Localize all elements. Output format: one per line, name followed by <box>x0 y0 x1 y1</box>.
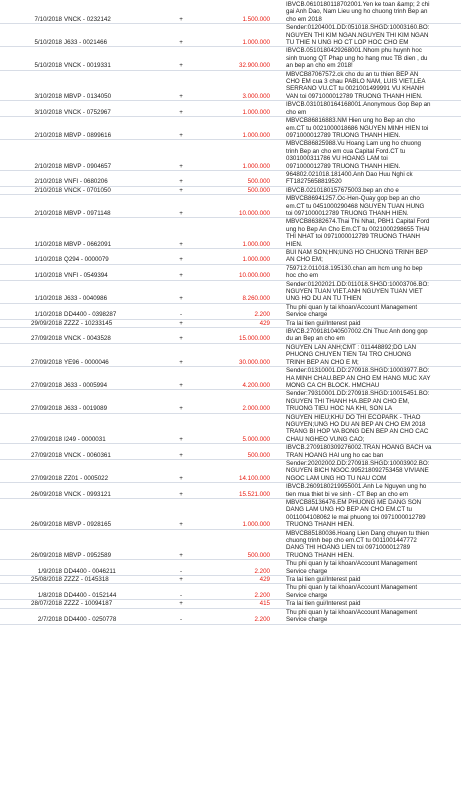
description-line: Service charge <box>286 311 328 319</box>
description-line: trinh Bep an cho em cua Capital Ford.CT tu <box>286 147 406 155</box>
table-row <box>0 304 461 320</box>
description-line: hoc cho em <box>286 272 318 280</box>
transaction-sign: - <box>179 591 183 599</box>
table-row <box>0 560 461 576</box>
description-line: PHUONG CHUYEN TIEN TAI TRO CHUONG <box>286 351 412 359</box>
table-row <box>0 24 461 47</box>
transaction-date: 27/09/2018 <box>31 405 62 413</box>
table-row <box>0 414 461 445</box>
transaction-date: 27/09/2018 <box>31 451 62 459</box>
description-line: Sender:01204001.DD:051018.SHGD:10003160.BO: <box>286 24 430 32</box>
description-line: NGUYEN TUAN VIET.ANH NGUYEN TUAN VIET <box>286 288 423 296</box>
table-row <box>0 328 461 344</box>
transaction-reference: MBVP - 0904657 <box>64 162 112 170</box>
transaction-reference: ZZ01 - 0005022 <box>64 474 109 482</box>
description-line: Tra lai tien gui/Interest paid <box>286 319 361 327</box>
transaction-sign: - <box>179 311 183 319</box>
description-line: em.CT tu 0021000018686 NGUYEN MINH HIEN toi <box>286 124 429 132</box>
transaction-date: 27/09/2018 <box>31 435 62 443</box>
transaction-amount: 1.000.000 <box>242 240 270 248</box>
transaction-date: 27/09/2018 <box>31 381 62 389</box>
transaction-sign: + <box>179 381 183 389</box>
transaction-reference: I249 - 0000031 <box>64 435 106 443</box>
transaction-reference: MBVP - 0134050 <box>64 92 112 100</box>
transaction-reference: VNFI - 0680206 <box>64 178 108 186</box>
transaction-amount: 1.000.000 <box>242 108 270 116</box>
description-line: 759712.011018.195130.chan am hcm ung ho bep <box>286 264 423 272</box>
table-row <box>0 600 461 608</box>
description-line: IBVCB.2609180219955001.Anh Le Nguyen ung ho <box>286 483 427 491</box>
transaction-reference: VNFI - 0549394 <box>64 272 108 280</box>
description-line: MBVCB86382674.Thai Thi Nhat, PBH1 Capital Ford <box>286 218 430 226</box>
description-line: toi 0971000012789 TRUONG THANH HIEN. <box>286 209 409 217</box>
description-line: MBVCB86825988.Vu Hoang Lam ung ho chuong <box>286 140 421 148</box>
description-line: VAN toi 0971000012789 TRUONG THANH HIEN. <box>286 92 423 100</box>
transaction-date: 28/07/2018 <box>31 600 62 608</box>
transaction-reference: VNCK - 0043528 <box>64 335 111 343</box>
description-line: HA MINH CHAU.BEP AN CHO EM HANG MUC XAY <box>286 374 431 382</box>
description-line: 0971000012789 TRUONG THANH HIEN. <box>286 162 401 170</box>
description-line: Sender:20202002.DD:270918.SHGD:10003902.BO: <box>286 459 430 467</box>
description-line: HIEN. <box>286 240 303 248</box>
transaction-sign: + <box>179 521 183 529</box>
transaction-description <box>285 187 461 194</box>
description-line: MBVCB86816883.NM Hien ung ho Bep an cho <box>286 117 415 125</box>
transaction-description <box>285 140 461 170</box>
transaction-date: 3/10/2018 <box>34 108 62 116</box>
transaction-date: 2/10/2018 <box>34 162 62 170</box>
transaction-reference: J633 - 0021466 <box>64 39 108 47</box>
transaction-reference: ZZZZ - 10094187 <box>64 600 113 608</box>
transaction-date: 26/09/2018 <box>31 551 62 559</box>
table-row <box>0 390 461 413</box>
transaction-description <box>285 367 461 389</box>
transaction-reference: ZZZZ - 10233145 <box>64 319 113 327</box>
transaction-amount: 10.000.000 <box>239 209 270 217</box>
description-line: chuong trinh bep cho em.CT tu 0011001447772 <box>286 537 417 545</box>
description-line: NGUYEN LAN ANH;CMT : 011448892;DO LAN <box>286 343 417 351</box>
transaction-description <box>285 249 461 264</box>
table-row <box>0 187 461 195</box>
transaction-date: 2/10/2018 <box>34 209 62 217</box>
transaction-sign: + <box>179 405 183 413</box>
table-row <box>0 483 461 499</box>
table-row <box>0 460 461 483</box>
table-row <box>0 584 461 600</box>
description-line: NGUYEN BICH NGOC.995218092753458 VIVIANE <box>286 467 429 475</box>
description-line: AN CHO EM; <box>286 256 323 264</box>
transaction-sign: + <box>179 435 183 443</box>
transaction-amount: 10.000.000 <box>239 272 270 280</box>
transaction-reference: MBVP - 0952589 <box>64 551 112 559</box>
description-line: Service charge <box>286 591 328 599</box>
description-line: du an Bep an cho em <box>286 335 345 343</box>
transaction-reference: MBVP - 0928165 <box>64 521 112 529</box>
description-line: Thu phi quan ly tai khoan/Account Management <box>286 303 418 311</box>
transaction-reference: VNCK - 0019331 <box>64 62 111 70</box>
transaction-amount: 2.200 <box>254 567 270 575</box>
description-line: Service charge <box>286 616 328 624</box>
table-row <box>0 47 461 70</box>
transaction-date: 2/7/2018 <box>37 616 62 624</box>
table-row <box>0 195 461 218</box>
description-line: Sender:79310001.DD:270918.SHGD:10015451.BO: <box>286 390 430 398</box>
transaction-sign: + <box>179 92 183 100</box>
transaction-amount: 2.200 <box>254 591 270 599</box>
transaction-date: 1/10/2018 <box>34 240 62 248</box>
transaction-description <box>285 609 461 624</box>
description-line: TRINH BEP AN CHO E M; <box>286 358 359 366</box>
description-line: TU THIE N UNG HO CT LOP HOC CHO EM <box>286 39 409 47</box>
description-line: CHO EM cua 3 chau PABLO NAM, LUIS VIET,LEA <box>286 78 426 86</box>
description-line: DANG THI HOANG LIEN toi 0971000012789 <box>286 544 411 552</box>
transaction-reference: Q294 - 0000079 <box>64 256 109 264</box>
transaction-description <box>285 47 461 69</box>
description-line: cho em 2018 <box>286 15 322 23</box>
description-line: IBVCB.0210180157675003.bep an cho e <box>286 186 399 194</box>
transaction-description <box>285 483 461 498</box>
transaction-sign: - <box>179 567 183 575</box>
transaction-description <box>285 320 461 327</box>
transaction-description <box>285 265 461 280</box>
transaction-sign: - <box>179 616 183 624</box>
description-line: TRUONG TIEU HOC NA KHI, SON LA <box>286 405 393 413</box>
transaction-reference: VNCK - 0701050 <box>64 186 111 194</box>
transaction-reference: ZZZZ - 0145318 <box>64 576 109 584</box>
transaction-amount: 1.000.000 <box>242 521 270 529</box>
transaction-reference: VNCK - 0993121 <box>64 490 111 498</box>
description-line: NGUYEN THI THANH HA.BEP AN CHO EM, <box>286 397 410 405</box>
description-line: DANG LAM UNG HO BEP AN CHO EM.CT tu <box>286 506 412 514</box>
transaction-reference: YE96 - 0000046 <box>64 358 109 366</box>
transaction-date: 5/10/2018 <box>34 39 62 47</box>
transaction-sign: + <box>179 186 183 194</box>
transaction-sign: + <box>179 600 183 608</box>
transaction-amount: 3.000.000 <box>242 92 270 100</box>
table-row <box>0 367 461 390</box>
transaction-amount: 15.000.000 <box>239 335 270 343</box>
description-line: gai Anh Dao, Nam Lieu ung ho chuong trinh Bep an <box>286 8 428 16</box>
transaction-date: 29/09/2018 <box>31 319 62 327</box>
transaction-amount: 8.260.000 <box>242 295 270 303</box>
transaction-amount: 32.900.000 <box>239 62 270 70</box>
transaction-date: 1/10/2018 <box>34 272 62 280</box>
table-row <box>0 117 461 140</box>
description-line: cho em <box>286 108 307 116</box>
description-line: 0301000311786 VU HOANG LAM toi <box>286 155 388 163</box>
description-line: Thu phi quan ly tai khoan/Account Management <box>286 584 418 592</box>
description-line: Tra lai tien gui/Interest paid <box>286 600 361 608</box>
transaction-date: 1/10/2018 <box>34 311 62 319</box>
transaction-description <box>285 71 461 101</box>
transaction-reference: MBVP - 0662091 <box>64 240 112 248</box>
transaction-description <box>285 390 461 412</box>
transaction-date: 1/10/2018 <box>34 256 62 264</box>
transaction-description <box>285 460 461 482</box>
transaction-amount: 429 <box>259 576 270 584</box>
transaction-sign: + <box>179 451 183 459</box>
description-line: sinh truong QT Phap ung ho hang muc TB dien , du <box>286 54 428 62</box>
transaction-reference: DD4400 - 0152144 <box>64 591 117 599</box>
description-line: THI NHAT toi 0971000012789 TRUONG THANH <box>286 233 421 241</box>
description-line: TRUONG THANH HIEN. <box>286 521 354 529</box>
transaction-description <box>285 414 461 444</box>
transaction-description <box>285 444 461 459</box>
description-line: TRUONG THANH HIEN. <box>286 551 354 559</box>
transaction-amount: 1.000.000 <box>242 131 270 139</box>
description-line: 0011004108062 le mai phuong toi 0971000012789 <box>286 513 426 521</box>
description-line: MBVCB85136476.EM PHUONG ME DANG SON <box>286 499 422 506</box>
transaction-reference: J633 - 0019089 <box>64 405 108 413</box>
transaction-description <box>285 560 461 575</box>
transaction-reference: DD4400 - 0250778 <box>64 616 117 624</box>
table-row <box>0 140 461 171</box>
transaction-amount: 415 <box>259 600 270 608</box>
transaction-sign: + <box>179 15 183 23</box>
transaction-date: 7/10/2018 <box>34 15 62 23</box>
description-line: IBVCB.2709180309276002.TRAN HOANG BACH va <box>286 444 432 452</box>
transaction-sign: + <box>179 576 183 584</box>
transaction-date: 27/09/2018 <box>31 358 62 366</box>
table-row <box>0 101 461 117</box>
transaction-date: 27/09/2018 <box>31 335 62 343</box>
transaction-amount: 500.000 <box>247 451 270 459</box>
transaction-description <box>285 117 461 139</box>
description-line: MBVCB85180036.Hoang Lien Dang chuyen tu thien <box>286 529 430 537</box>
transaction-sign: + <box>179 62 183 70</box>
transaction-amount: 2.200 <box>254 311 270 319</box>
transaction-amount: 500.000 <box>247 186 270 194</box>
transaction-amount: 500.000 <box>247 178 270 186</box>
transaction-reference: VNCK - 0232142 <box>64 15 111 23</box>
transaction-sign: + <box>179 319 183 327</box>
transaction-description <box>285 530 461 560</box>
transaction-amount: 30.000.000 <box>239 358 270 366</box>
description-line: tien mua thiet bi ve sinh - CT Bep an cho em <box>286 490 408 498</box>
description-line: NGUYEN HIEU;KHU DO THI ECOPARK - THAO <box>286 413 421 421</box>
transaction-date: 26/09/2018 <box>31 490 62 498</box>
transaction-description <box>285 24 461 46</box>
transaction-reference: VNCK - 0060361 <box>64 451 111 459</box>
transaction-sign: + <box>179 39 183 47</box>
description-line: UNG HO DU AN TU THIEN <box>286 295 362 303</box>
transaction-sign: + <box>179 490 183 498</box>
table-row <box>0 71 461 102</box>
transaction-reference: J633 - 0040986 <box>64 295 108 303</box>
description-line: ung ho Bep An Cho Em.CT tu 0021000298655 THAI <box>286 225 430 233</box>
table-row <box>0 344 461 367</box>
transaction-date: 2/10/2018 <box>34 178 62 186</box>
transaction-reference: DD4400 - 0046211 <box>64 567 116 575</box>
transaction-date: 1/8/2018 <box>37 591 62 599</box>
description-line: 964802.021018.181400.Anh Dao Huu Nghi ck <box>286 170 413 178</box>
transaction-amount: 4.200.000 <box>242 381 270 389</box>
description-line: Sender:01310001.DD:270918.SHGD:10003977.BO: <box>286 367 430 375</box>
transaction-amount: 14.100.000 <box>239 474 270 482</box>
transaction-date: 26/09/2018 <box>31 521 62 529</box>
transaction-sign: + <box>179 131 183 139</box>
transaction-sign: + <box>179 551 183 559</box>
transaction-amount: 429 <box>259 319 270 327</box>
transaction-description <box>285 1 461 23</box>
transaction-reference: DD4400 - 0398287 <box>64 311 117 319</box>
table-row <box>0 320 461 328</box>
table-row <box>0 265 461 281</box>
description-line: Thu phi quan ly tai khoan/Account Management <box>286 560 418 568</box>
transaction-description <box>285 576 461 583</box>
table-row <box>0 609 461 625</box>
transaction-sign: + <box>179 474 183 482</box>
transaction-description <box>285 584 461 599</box>
table-row <box>0 576 461 584</box>
transaction-description <box>285 281 461 303</box>
description-line: em.CT tu 0451000290468 NGUYEN TUAN HUNG <box>286 202 425 210</box>
transaction-sign: + <box>179 256 183 264</box>
transaction-sign: + <box>179 240 183 248</box>
transaction-sign: + <box>179 295 183 303</box>
transaction-amount: 1.500.000 <box>242 15 270 23</box>
description-line: BUI NAM SON;HN;UNG HO CHUONG TRINH BEP <box>286 249 428 256</box>
description-line: IBVCB.0610180118702001.Yen ke toan &amp; 2 chi <box>286 1 430 8</box>
description-line: TRAN HOANG HAI ung ho cac ban <box>286 451 384 459</box>
transaction-amount: 15.521.000 <box>239 490 270 498</box>
transaction-date: 1/10/2018 <box>34 295 62 303</box>
transaction-date: 5/10/2018 <box>34 62 62 70</box>
description-line: Thu phi quan ly tai khoan/Account Management <box>286 608 418 616</box>
transaction-date: 2/10/2018 <box>34 186 62 194</box>
transaction-description <box>285 600 461 607</box>
transaction-reference: MBVP - 0899616 <box>64 131 112 139</box>
transaction-sign: + <box>179 272 183 280</box>
description-line: Tra lai tien gui/Interest paid <box>286 576 361 584</box>
description-line: MBVCB86941257.Oc-Hen-Quay gop bep an cho <box>286 195 420 203</box>
transaction-amount: 5.000.000 <box>242 435 270 443</box>
transaction-sign: + <box>179 162 183 170</box>
transaction-date: 3/10/2018 <box>34 92 62 100</box>
transaction-sign: + <box>179 108 183 116</box>
transaction-description <box>285 344 461 366</box>
table-row <box>0 171 461 187</box>
description-line: IBVCB.0510180429268001.Nhom phu huynh hoc <box>286 47 422 55</box>
transaction-description <box>285 328 461 343</box>
transaction-amount: 2.200 <box>254 616 270 624</box>
description-line: IBVCB.2709181040507002.Chi Thuc Anh dong gop <box>286 328 428 336</box>
transaction-sign: + <box>179 209 183 217</box>
transaction-description <box>285 101 461 116</box>
table-row <box>0 218 461 249</box>
table-row <box>0 499 461 530</box>
description-line: IBVCB.0310180164168001.Anonymous Gop Bep an <box>286 101 431 109</box>
description-line: 0971000012789 TRUONG THANH HIEN. <box>286 131 401 139</box>
transaction-amount: 1.000.000 <box>242 256 270 264</box>
table-row <box>0 530 461 561</box>
transaction-reference: VNCK - 0752967 <box>64 108 111 116</box>
transaction-amount: 500.000 <box>247 551 270 559</box>
description-line: Service charge <box>286 567 328 575</box>
table-row <box>0 444 461 460</box>
description-line: NGOC LAM UNG HO TU NAU COM <box>286 474 387 482</box>
table-row <box>0 281 461 304</box>
description-line: CHAU NGHEO VUNG CAO; <box>286 435 365 443</box>
transaction-reference: MBVP - 0971148 <box>64 209 111 217</box>
description-line: MONG CA CH BLOCK. HMCHAU <box>286 381 380 389</box>
transaction-amount: 2.000.000 <box>242 405 270 413</box>
transaction-description <box>285 304 461 319</box>
description-line: FT18275658819520 <box>286 178 342 186</box>
transaction-sign: + <box>179 358 183 366</box>
transaction-date: 25/08/2018 <box>31 576 62 584</box>
description-line: SERRANO VU.CT tu 0021001499991 VU KHANH <box>286 85 424 93</box>
transaction-description <box>285 195 461 217</box>
transaction-sign: + <box>179 178 183 186</box>
transaction-amount: 1.000.000 <box>242 39 270 47</box>
description-line: an bep an cho em 2018! <box>286 62 353 70</box>
description-line: NGUYEN THI KIM NGAN.NGUYEN THI KIM NGAN <box>286 31 429 39</box>
transaction-description <box>285 499 461 529</box>
transaction-reference: J633 - 0005994 <box>64 381 108 389</box>
description-line: Sender:01202021.DD:011018.SHGD:10003706.BO: <box>286 280 429 288</box>
transaction-sign: + <box>179 335 183 343</box>
transaction-date: 27/09/2018 <box>31 474 62 482</box>
transaction-amount: 1.000.000 <box>242 162 270 170</box>
description-line: TRANG BI HOP VA BONG DEN BEP AN CHO CAC <box>286 428 429 436</box>
transaction-description <box>285 171 461 186</box>
table-row <box>0 249 461 265</box>
description-line: MBVCB87067572.ck cho du an tu thien BEP AN <box>286 70 419 78</box>
transaction-date: 1/9/2018 <box>37 567 62 575</box>
transaction-date: 2/10/2018 <box>34 131 62 139</box>
description-line: NGUYEN;UNG HO DU AN BEP AN CHO EM 2018 <box>286 420 426 428</box>
table-row <box>0 1 461 24</box>
transaction-description <box>285 218 461 248</box>
